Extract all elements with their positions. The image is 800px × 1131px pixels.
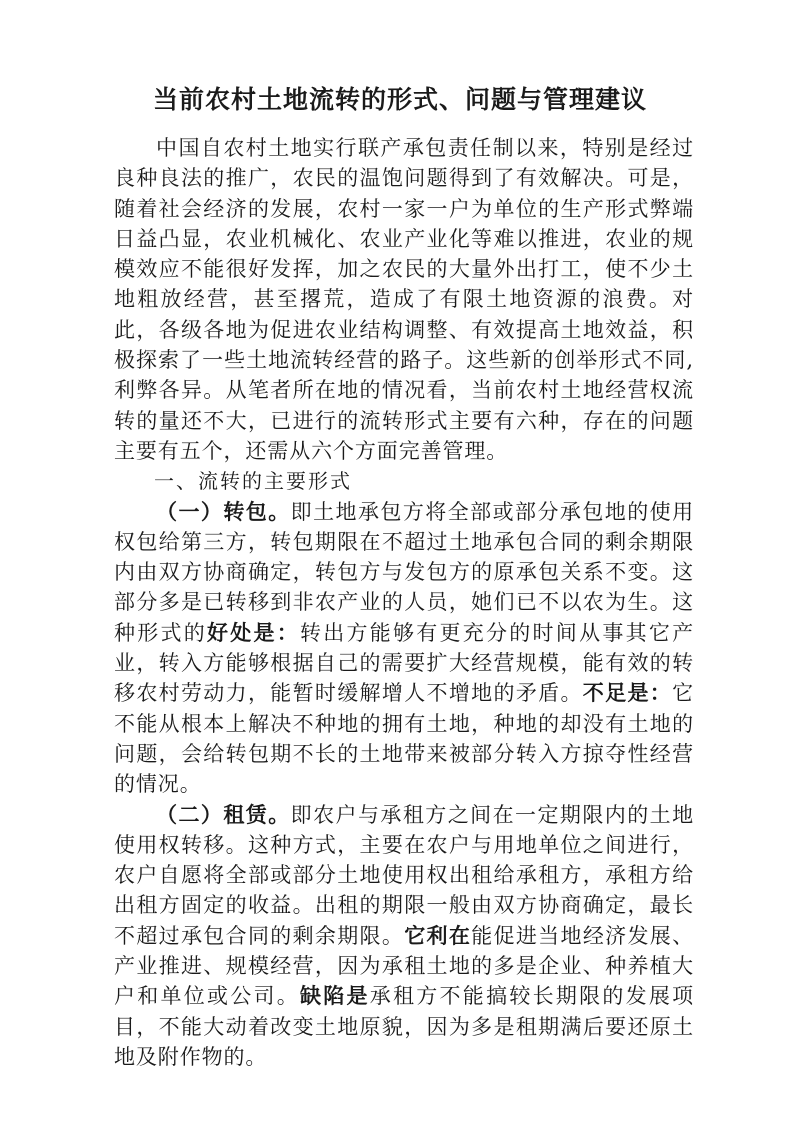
form-subletting-paragraph xyxy=(114,497,694,800)
form-lease-advantage-text: 能促进当地经济发展、产业推进、规模经营，因为承租土地的多是企业、种养植大户和单位或公司。 xyxy=(114,923,695,1009)
form-lease-disadvantage-text: 承租方不能搞较长期限的发展项目，不能大动着改变土地原貌，因为多是租期满后要还原土地及附作物的。 xyxy=(114,984,694,1069)
document-body xyxy=(114,133,694,1072)
section-heading-forms: 一、流转的主要形式 xyxy=(154,469,352,494)
form-lease-advantage-label: 它利在 xyxy=(404,923,472,948)
document-title: 当前农村土地流转的形式、问题与管理建议 xyxy=(152,85,647,114)
form-subletting-disadvantage-label: 不足是： xyxy=(582,681,673,706)
form-subletting-heading: （一）转包。 xyxy=(156,499,291,524)
form-lease-disadvantage-label: 缺陷是 xyxy=(300,984,370,1009)
form-lease-heading: （二）租赁。 xyxy=(156,802,291,827)
form-lease-paragraph xyxy=(114,800,694,1073)
form-subletting-disadvantage-text: 它不能从根本上解决不种地的拥有土地，种地的却没有土地的问题，会给转包期不长的土地带来被部分转入方掠夺性经营的情况。 xyxy=(114,681,694,797)
form-subletting-advantage-text: 转出方能够有更充分的时间从事其它产业，转入方能够根据自己的需要扩大经营规模，能有效的转移农村劳动力，能暂时缓解增人不增地的矛盾。 xyxy=(114,620,694,706)
form-subletting-description: 即土地承包方将全部或部分承包地的使用权包给第三方，转包期限在不超过土地承包合同的剩余期限内由双方协商确定，转包方与发包方的原承包关系不变。这部分多是已转移到非农产业的人员，她们已不以农为生。这种形式的 xyxy=(114,499,694,645)
form-subletting-advantage-label: 好处是： xyxy=(207,620,301,645)
form-lease-description: 即农户与承租方之间在一定期限内的土地使用权转移。这种方式，主要在农户与用地单位之间进行，农户自愿将全部或部分土地使用权出租给承租方，承租方给出租方固定的收益。出租的期限一般由双方协商确定，最长不超过承包合同的剩余期限。 xyxy=(114,802,694,948)
intro-paragraph: 中国自农村土地实行联产承包责任制以来，特别是经过良种良法的推广，农民的温饱问题得到了有效解决。可是，随着社会经济的发展，农村一家一户为单位的生产形式弊端日益凸显，农业机械化、农业产业化等难以推进，农业的规模效应不能很好发挥，加之农民的大量外出打工，使不少土地粗放经营，甚至撂荒，造成了有限土地资源的浪费。对此，各级各地为促进农业结构调整、有效提高土地效益，积极探索了一些土地流转经营的路子。这些新的创举形式不同,利弊各异。从笔者所在地的情况看，当前农村土地经营权流转的量还不大，已进行的流转形式主要有六种，存在的问题主要有五个，还需从六个方面完善管理。 xyxy=(114,136,694,463)
